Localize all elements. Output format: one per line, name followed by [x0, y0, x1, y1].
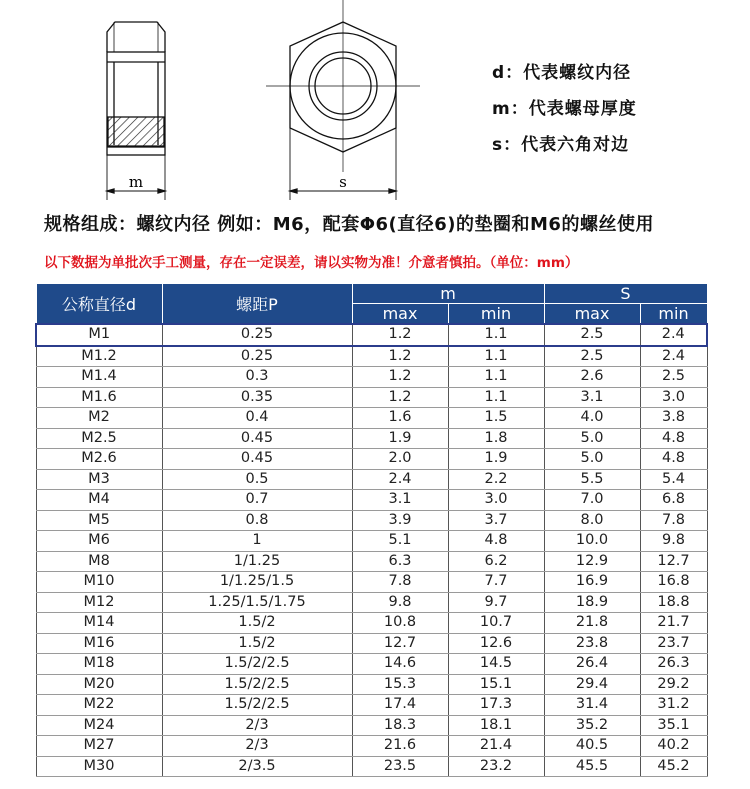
legend-m: m：代表螺母厚度	[492, 99, 637, 119]
cell-m-max: 17.4	[352, 695, 448, 716]
cell-m-min: 1.1	[448, 387, 544, 408]
cell-s-min: 45.2	[640, 756, 707, 777]
cell-diameter: M1.2	[36, 346, 162, 367]
table-row	[36, 572, 707, 593]
cell-m-max: 23.5	[352, 756, 448, 777]
cell-s-min: 7.8	[640, 510, 707, 531]
cell-diameter: M8	[36, 551, 162, 572]
cell-s-min: 18.8	[640, 592, 707, 613]
cell-m-min: 1.1	[448, 346, 544, 367]
cell-pitch: 1.5/2/2.5	[162, 674, 352, 695]
cell-diameter: M1	[36, 324, 162, 346]
cell-s-max: 21.8	[544, 613, 640, 634]
cell-m-min: 1.5	[448, 408, 544, 429]
cell-m-min: 14.5	[448, 654, 544, 675]
nut-front-view	[266, 0, 420, 200]
cell-s-max: 12.9	[544, 551, 640, 572]
spec-description: 规格组成：螺纹内径 例如：M6，配套Φ6(直径6)的垫圈和M6的螺丝使用	[44, 214, 654, 235]
cell-s-min: 26.3	[640, 654, 707, 675]
cell-s-min: 12.7	[640, 551, 707, 572]
cell-pitch: 1.5/2	[162, 613, 352, 634]
cell-diameter: M2	[36, 408, 162, 429]
cell-diameter: M6	[36, 531, 162, 552]
header-diameter: 公称直径d	[36, 284, 162, 325]
cell-m-min: 17.3	[448, 695, 544, 716]
cell-m-min: 23.2	[448, 756, 544, 777]
table-row	[36, 367, 707, 388]
cell-s-max: 2.5	[544, 346, 640, 367]
cell-pitch: 1.5/2/2.5	[162, 654, 352, 675]
cell-m-max: 9.8	[352, 592, 448, 613]
cell-diameter: M3	[36, 469, 162, 490]
cell-diameter: M12	[36, 592, 162, 613]
cell-s-max: 18.9	[544, 592, 640, 613]
cell-s-min: 3.0	[640, 387, 707, 408]
cell-pitch: 0.45	[162, 428, 352, 449]
table-row	[36, 449, 707, 470]
cell-m-min: 6.2	[448, 551, 544, 572]
cell-s-max: 2.6	[544, 367, 640, 388]
header-s: S	[544, 284, 707, 304]
table-row	[36, 428, 707, 449]
table-row	[36, 633, 707, 654]
table-row	[36, 592, 707, 613]
cell-m-max: 18.3	[352, 715, 448, 736]
cell-pitch: 0.4	[162, 408, 352, 429]
cell-s-min: 5.4	[640, 469, 707, 490]
cell-pitch: 2/3.5	[162, 756, 352, 777]
cell-diameter: M27	[36, 736, 162, 757]
table-row	[36, 346, 707, 367]
cell-s-min: 31.2	[640, 695, 707, 716]
table-row	[36, 695, 707, 716]
cell-s-max: 5.0	[544, 449, 640, 470]
cell-s-min: 2.4	[640, 324, 707, 346]
cell-m-max: 21.6	[352, 736, 448, 757]
header-m: m	[352, 284, 544, 304]
nut-technical-drawing	[0, 0, 750, 210]
cell-m-max: 15.3	[352, 674, 448, 695]
cell-m-min: 10.7	[448, 613, 544, 634]
cell-s-max: 8.0	[544, 510, 640, 531]
cell-s-max: 23.8	[544, 633, 640, 654]
cell-diameter: M16	[36, 633, 162, 654]
label-m: m	[128, 173, 144, 191]
cell-m-max: 10.8	[352, 613, 448, 634]
cell-m-max: 1.2	[352, 387, 448, 408]
cell-m-min: 1.1	[448, 324, 544, 346]
cell-pitch: 0.45	[162, 449, 352, 470]
cell-pitch: 1.5/2/2.5	[162, 695, 352, 716]
label-s: s	[339, 173, 347, 191]
cell-s-max: 16.9	[544, 572, 640, 593]
table-row	[36, 324, 707, 346]
cell-pitch: 0.25	[162, 324, 352, 346]
cell-s-min: 3.8	[640, 408, 707, 429]
cell-pitch: 0.3	[162, 367, 352, 388]
cell-diameter: M1.6	[36, 387, 162, 408]
cell-m-min: 21.4	[448, 736, 544, 757]
cell-s-max: 31.4	[544, 695, 640, 716]
cell-s-min: 2.4	[640, 346, 707, 367]
cell-s-max: 45.5	[544, 756, 640, 777]
cell-m-min: 4.8	[448, 531, 544, 552]
table-row	[36, 654, 707, 675]
cell-m-max: 6.3	[352, 551, 448, 572]
cell-m-min: 1.8	[448, 428, 544, 449]
cell-m-max: 1.9	[352, 428, 448, 449]
cell-s-min: 29.2	[640, 674, 707, 695]
cell-diameter: M1.4	[36, 367, 162, 388]
header-pitch: 螺距P	[162, 284, 352, 325]
cell-m-min: 3.0	[448, 490, 544, 511]
cell-m-max: 1.2	[352, 324, 448, 346]
cell-diameter: M18	[36, 654, 162, 675]
cell-diameter: M24	[36, 715, 162, 736]
cell-pitch: 0.5	[162, 469, 352, 490]
cell-m-max: 3.1	[352, 490, 448, 511]
nut-spec-table	[35, 283, 708, 777]
cell-m-min: 15.1	[448, 674, 544, 695]
cell-s-min: 23.7	[640, 633, 707, 654]
legend-s: s：代表六角对边	[492, 135, 630, 155]
cell-s-min: 2.5	[640, 367, 707, 388]
cell-pitch: 2/3	[162, 715, 352, 736]
cell-m-min: 7.7	[448, 572, 544, 593]
cell-pitch: 1/1.25/1.5	[162, 572, 352, 593]
header-m-min: min	[448, 304, 544, 325]
table-row	[36, 551, 707, 572]
cell-pitch: 0.7	[162, 490, 352, 511]
measurement-notice: 以下数据为单批次手工测量，存在一定误差，请以实物为准！介意者慎拍。（单位：mm）	[44, 255, 579, 271]
cell-s-max: 4.0	[544, 408, 640, 429]
cell-m-max: 2.0	[352, 449, 448, 470]
cell-pitch: 2/3	[162, 736, 352, 757]
table-row	[36, 408, 707, 429]
cell-m-max: 1.6	[352, 408, 448, 429]
cell-s-max: 5.0	[544, 428, 640, 449]
cell-s-max: 7.0	[544, 490, 640, 511]
cell-m-min: 1.1	[448, 367, 544, 388]
cell-m-min: 1.9	[448, 449, 544, 470]
cell-m-min: 3.7	[448, 510, 544, 531]
cell-diameter: M2.5	[36, 428, 162, 449]
table-row	[36, 613, 707, 634]
cell-s-min: 16.8	[640, 572, 707, 593]
cell-s-max: 29.4	[544, 674, 640, 695]
cell-s-max: 26.4	[544, 654, 640, 675]
cell-m-max: 12.7	[352, 633, 448, 654]
cell-diameter: M14	[36, 613, 162, 634]
table-row	[36, 531, 707, 552]
table-row	[36, 469, 707, 490]
cell-diameter: M5	[36, 510, 162, 531]
cell-diameter: M10	[36, 572, 162, 593]
table-row	[36, 490, 707, 511]
header-m-max: max	[352, 304, 448, 325]
cell-m-max: 7.8	[352, 572, 448, 593]
cell-s-min: 6.8	[640, 490, 707, 511]
cell-diameter: M22	[36, 695, 162, 716]
cell-m-max: 2.4	[352, 469, 448, 490]
cell-m-min: 12.6	[448, 633, 544, 654]
cell-m-min: 2.2	[448, 469, 544, 490]
cell-s-min: 4.8	[640, 449, 707, 470]
cell-s-max: 40.5	[544, 736, 640, 757]
cell-diameter: M4	[36, 490, 162, 511]
cell-s-min: 21.7	[640, 613, 707, 634]
cell-pitch: 1.25/1.5/1.75	[162, 592, 352, 613]
cell-m-max: 1.2	[352, 346, 448, 367]
cell-s-min: 9.8	[640, 531, 707, 552]
cell-m-min: 18.1	[448, 715, 544, 736]
cell-s-max: 5.5	[544, 469, 640, 490]
table-body	[36, 324, 707, 777]
cell-s-min: 4.8	[640, 428, 707, 449]
cell-s-max: 3.1	[544, 387, 640, 408]
cell-s-max: 2.5	[544, 324, 640, 346]
cell-pitch: 0.8	[162, 510, 352, 531]
cell-s-min: 35.1	[640, 715, 707, 736]
legend-d: d：代表螺纹内径	[492, 63, 632, 83]
header-s-min: min	[640, 304, 707, 325]
cell-m-min: 9.7	[448, 592, 544, 613]
header-s-max: max	[544, 304, 640, 325]
cell-pitch: 1	[162, 531, 352, 552]
table-row	[36, 387, 707, 408]
cell-diameter: M2.6	[36, 449, 162, 470]
table-row	[36, 715, 707, 736]
cell-diameter: M20	[36, 674, 162, 695]
cell-s-max: 35.2	[544, 715, 640, 736]
cell-s-min: 40.2	[640, 736, 707, 757]
cell-m-max: 5.1	[352, 531, 448, 552]
table-row	[36, 510, 707, 531]
cell-m-max: 3.9	[352, 510, 448, 531]
cell-diameter: M30	[36, 756, 162, 777]
cell-pitch: 1/1.25	[162, 551, 352, 572]
cell-pitch: 0.35	[162, 387, 352, 408]
cell-m-max: 1.2	[352, 367, 448, 388]
table-row	[36, 756, 707, 777]
cell-pitch: 0.25	[162, 346, 352, 367]
table-row	[36, 674, 707, 695]
table-row	[36, 736, 707, 757]
cell-pitch: 1.5/2	[162, 633, 352, 654]
cell-m-max: 14.6	[352, 654, 448, 675]
cell-s-max: 10.0	[544, 531, 640, 552]
